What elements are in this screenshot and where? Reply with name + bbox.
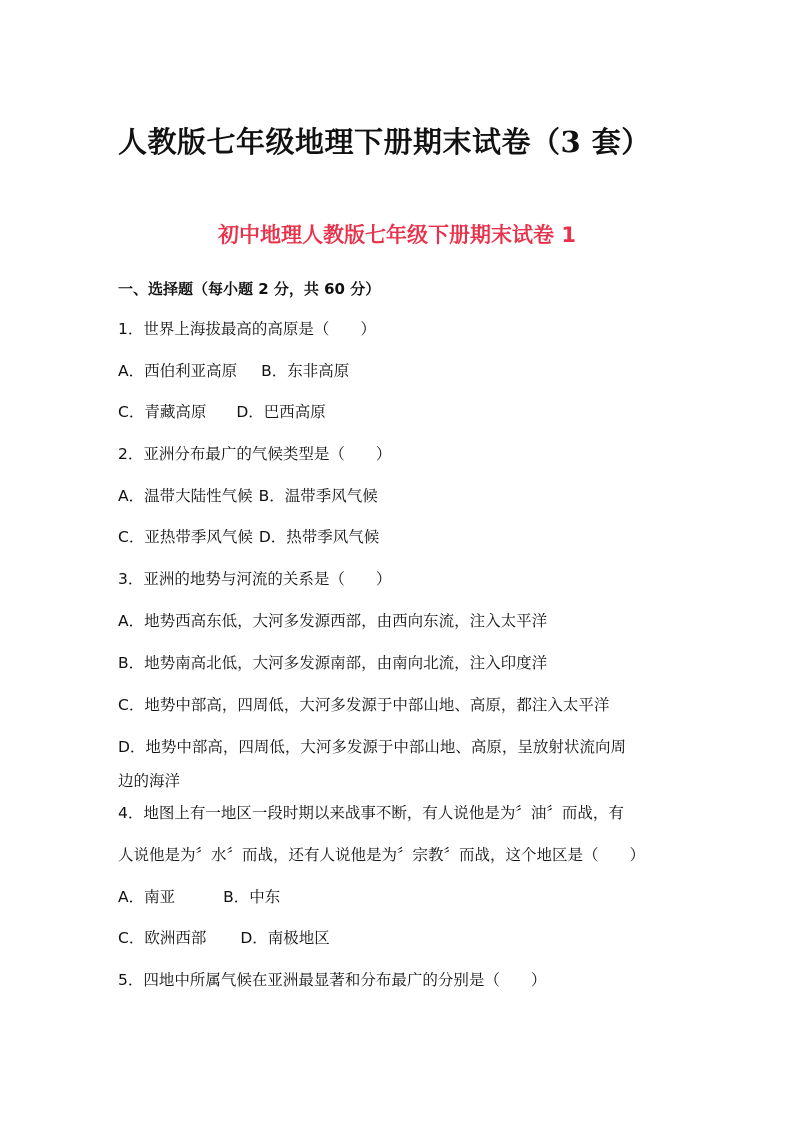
question-1-option-c: C．青藏高原 [118,403,207,421]
question-4-stem-line-2: 人说他是为〞水〞而战，还有人说他是为〞宗教〞而战，这个地区是（ ） [118,846,646,864]
question-4-option-a: A．南亚 [118,888,176,906]
question-5-stem: 5．四地中所属气候在亚洲最显著和分布最广的分别是（ ） [118,971,547,989]
question-2-options-row-2 [118,526,379,548]
question-4-option-c: C．欧洲西部 [118,929,207,947]
question-1-option-a: A．西伯利亚高原 [118,362,238,380]
question-1-option-b: B．东非高原 [261,362,350,380]
question-2-option-a: A．温带大陆性气候 [118,487,253,505]
question-4-stem-line-1: 4．地图上有一地区一段时期以来战事不断，有人说他是为〞油〞而战，有 [118,804,624,822]
question-2-option-c: C．亚热带季风气候 [118,528,253,546]
question-1-option-d: D．巴西高原 [236,403,326,421]
question-4-option-d: D．南极地区 [240,929,330,947]
question-4-option-b: B．中东 [223,888,281,906]
question-3-stem: 3．亚洲的地势与河流的关系是（ ） [118,570,392,588]
exam-subtitle: 初中地理人教版七年级下册期末试卷 1 [218,223,576,247]
question-1-options-row-2 [118,401,326,423]
question-2-option-b: B．温带季风气候 [258,487,378,505]
question-4-options-row-1 [118,886,280,908]
question-3-option-d-continued: 边的海洋 [118,772,181,790]
document-title: 人教版七年级地理下册期末试卷（3 套） [118,125,651,159]
question-1-stem: 1．世界上海拔最高的高原是（ ） [118,320,376,338]
question-2-options-row-1 [118,485,378,507]
question-3-option-c: C．地势中部高，四周低，大河多发源于中部山地、高原，都注入太平洋 [118,696,610,714]
question-2-stem: 2．亚洲分布最广的气候类型是（ ） [118,445,392,463]
question-2-option-d: D．热带季风气候 [258,528,380,546]
question-3-option-a: A．地势西高东低，大河多发源西部，由西向东流，注入太平洋 [118,612,548,630]
section-heading: 一、选择题（每小题 2 分，共 60 分） [118,280,381,298]
question-1-options-row-1 [118,360,349,382]
question-4-options-row-2 [118,927,330,949]
question-3-option-d: D．地势中部高，四周低，大河多发源于中部山地、高原，呈放射状流向周 [118,738,626,756]
question-3-option-b: B．地势南高北低，大河多发源南部，由南向北流，注入印度洋 [118,654,548,672]
